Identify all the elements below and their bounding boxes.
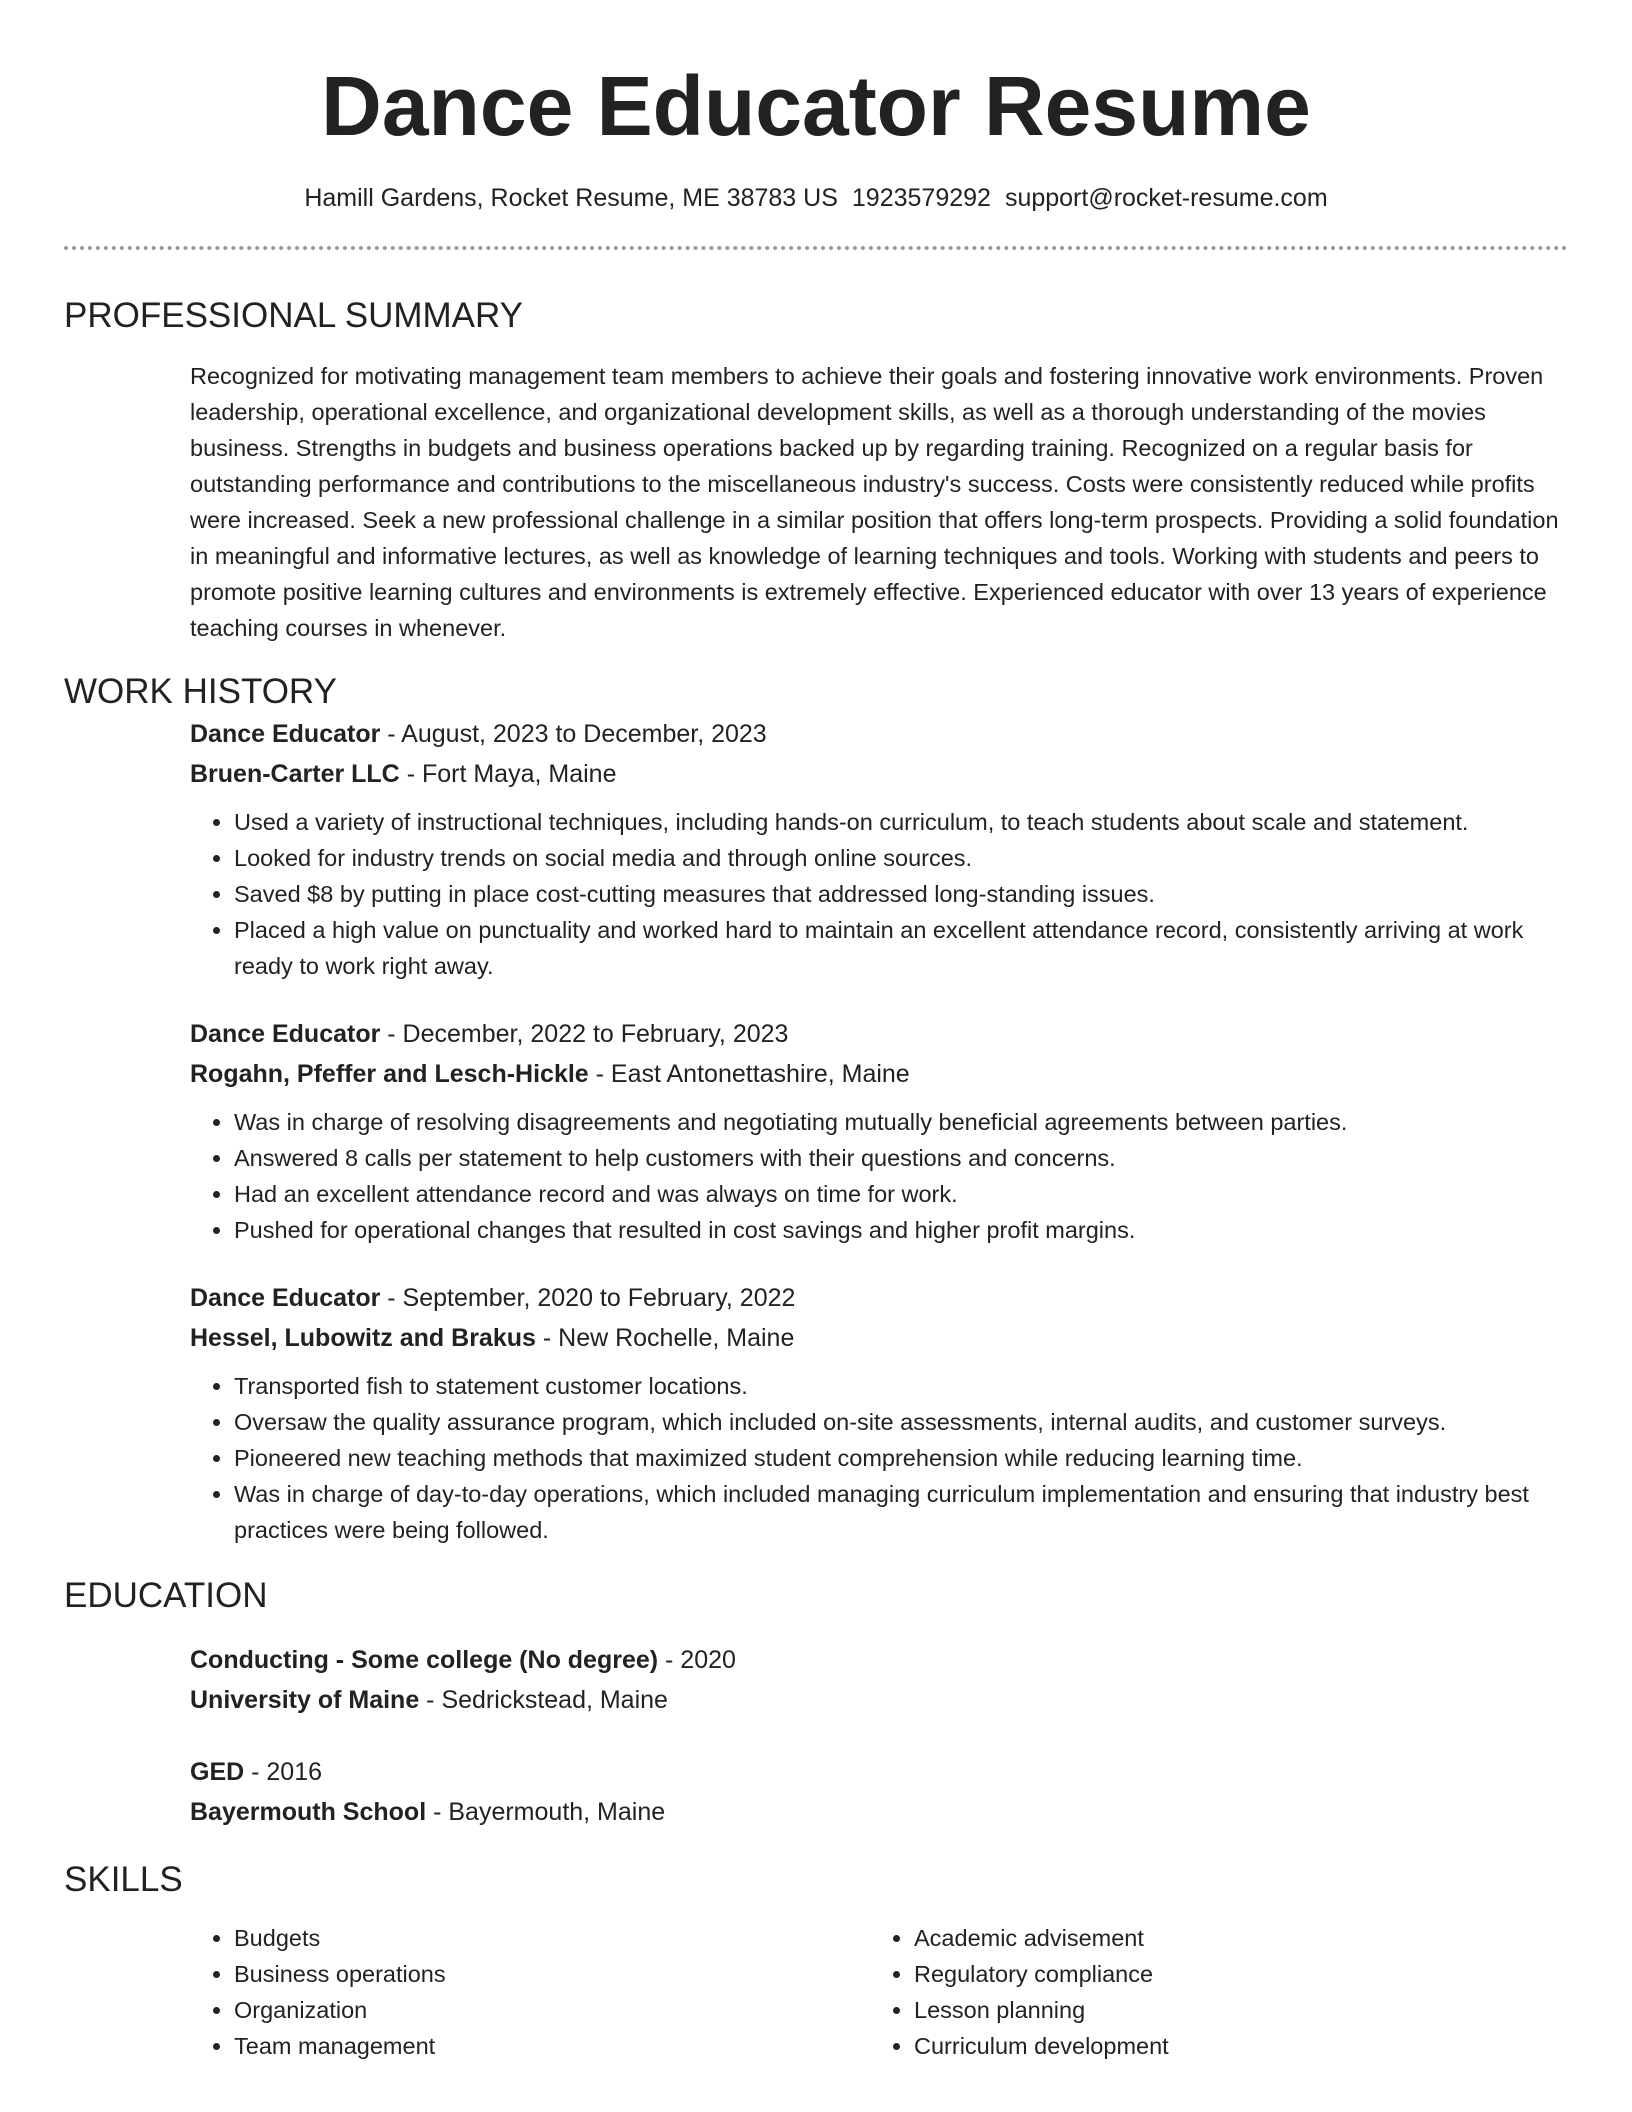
- skill-item: • Budgets: [234, 1920, 870, 1956]
- skills-section: [64, 1858, 1568, 2064]
- contact-line: [64, 182, 1568, 214]
- education-school: University of Maine: [190, 1686, 420, 1714]
- job-title-line: [190, 714, 1568, 754]
- skill-item: • Team management: [234, 2028, 870, 2064]
- summary-text: Recognized for motivating management team members to achieve their goals and fostering innovative work environments. Proven leadership, operational excellence, and organizational development skills, as well as a thorough understanding of the movies business. Strengths in budgets and business operations backed up by regarding training. Recognized on a regular basis for outstanding performance and contributions to the miscellaneous industry's success. Costs were consistently reduced while profits were increased. Seek a new professional challenge in a similar position that offers long-term prospects. Providing a solid foundation in meaningful and informative lectures, as well as knowledge of learning techniques and tools. Working with students and peers to promote positive learning cultures and environments is extremely effective. Experienced educator with over 13 years of experience teaching courses in whenever.: [190, 363, 1559, 641]
- job-entry: [190, 1014, 1568, 1248]
- education-degree: GED: [190, 1758, 245, 1786]
- section-heading-education: EDUCATION: [64, 1576, 268, 1615]
- skills-columns: [190, 1920, 1568, 2064]
- job-bullet: • Pushed for operational changes that resulted in cost savings and higher profit margins.: [234, 1212, 1568, 1248]
- education-location: - Sedrickstead, Maine: [419, 1686, 668, 1714]
- section-heading-summary: PROFESSIONAL SUMMARY: [64, 296, 523, 335]
- job-bullet: • Was in charge of resolving disagreements and negotiating mutually beneficial agreements between parties.: [234, 1104, 1568, 1140]
- education-year: - 2020: [658, 1646, 736, 1674]
- job-dates: - August, 2023 to December, 2023: [380, 720, 767, 748]
- skill-item: • Business operations: [234, 1956, 870, 1992]
- section-heading-skills: SKILLS: [64, 1860, 183, 1899]
- job-company: Bruen-Carter LLC: [190, 760, 400, 788]
- skill-item: • Lesson planning: [914, 1992, 1550, 2028]
- skill-item: • Academic advisement: [914, 1920, 1550, 1956]
- job-dates: - December, 2022 to February, 2023: [380, 1020, 789, 1048]
- job-bullet: • Answered 8 calls per statement to help customers with their questions and concerns.: [234, 1140, 1568, 1176]
- job-company: Hessel, Lubowitz and Brakus: [190, 1324, 536, 1352]
- job-bullets: [190, 804, 1568, 984]
- contact-phone: 1923579292: [851, 184, 991, 212]
- job-company: Rogahn, Pfeffer and Lesch-Hickle: [190, 1060, 589, 1088]
- job-bullets: [190, 1368, 1568, 1548]
- job-bullet: • Used a variety of instructional techniques, including hands-on curriculum, to teach students about scale and statement.: [234, 804, 1568, 840]
- skill-item: • Curriculum development: [914, 2028, 1550, 2064]
- education-entry: [190, 1640, 1568, 1720]
- job-bullet: • Oversaw the quality assurance program, which included on-site assessments, internal audits, and customer surveys.: [234, 1404, 1568, 1440]
- job-bullet: • Transported fish to statement customer locations.: [234, 1368, 1568, 1404]
- job-bullet: • Had an excellent attendance record and was always on time for work.: [234, 1176, 1568, 1212]
- header-divider: [64, 246, 1568, 250]
- job-bullet: • Pioneered new teaching methods that maximized student comprehension while reducing learning time.: [234, 1440, 1568, 1476]
- job-company-line: [190, 1318, 1568, 1358]
- job-company-line: [190, 754, 1568, 794]
- work-history-section: [64, 670, 1568, 1548]
- skill-item: • Organization: [234, 1992, 870, 2028]
- contact-email: support@rocket-resume.com: [1004, 184, 1328, 212]
- section-heading-work-history: WORK HISTORY: [64, 672, 337, 711]
- resume-page: [64, 0, 1568, 2064]
- education-degree-line: [190, 1752, 1568, 1792]
- job-bullet: • Placed a high value on punctuality and worked hard to maintain an excellent attendance record, consistently arriving at work ready to work right away.: [234, 912, 1568, 984]
- job-title-line: [190, 1278, 1568, 1318]
- job-dates: - September, 2020 to February, 2022: [380, 1284, 796, 1312]
- job-bullet: • Looked for industry trends on social media and through online sources.: [234, 840, 1568, 876]
- job-location: - East Antonettashire, Maine: [588, 1060, 910, 1088]
- resume-title: Dance Educator Resume: [321, 59, 1311, 153]
- skills-list-left: [190, 1920, 870, 2064]
- education-degree-line: [190, 1640, 1568, 1680]
- job-title-line: [190, 1014, 1568, 1054]
- job-location: - New Rochelle, Maine: [535, 1324, 795, 1352]
- job-title: Dance Educator: [190, 720, 381, 748]
- education-school-line: [190, 1680, 1568, 1720]
- skills-list-right: [870, 1920, 1550, 2064]
- job-bullets: [190, 1104, 1568, 1248]
- education-entry: [190, 1752, 1568, 1832]
- education-location: - Bayermouth, Maine: [426, 1798, 666, 1826]
- education-section: [64, 1574, 1568, 1832]
- education-school-line: [190, 1792, 1568, 1832]
- job-entry: [190, 1278, 1568, 1548]
- skill-item: • Regulatory compliance: [914, 1956, 1550, 1992]
- job-bullet: • Was in charge of day-to-day operations, which included managing curriculum implementation and ensuring that industry best practices were being followed.: [234, 1476, 1568, 1548]
- job-bullet: • Saved $8 by putting in place cost-cutting measures that addressed long-standing issues.: [234, 876, 1568, 912]
- job-title: Dance Educator: [190, 1020, 381, 1048]
- contact-address: Hamill Gardens, Rocket Resume, ME 38783 US: [304, 184, 838, 212]
- job-entry: [190, 714, 1568, 984]
- education-school: Bayermouth School: [190, 1798, 427, 1826]
- job-location: - Fort Maya, Maine: [399, 760, 617, 788]
- job-company-line: [190, 1054, 1568, 1094]
- job-title: Dance Educator: [190, 1284, 381, 1312]
- education-degree: Conducting - Some college (No degree): [190, 1646, 659, 1674]
- education-year: - 2016: [244, 1758, 323, 1786]
- professional-summary-section: [64, 294, 1568, 646]
